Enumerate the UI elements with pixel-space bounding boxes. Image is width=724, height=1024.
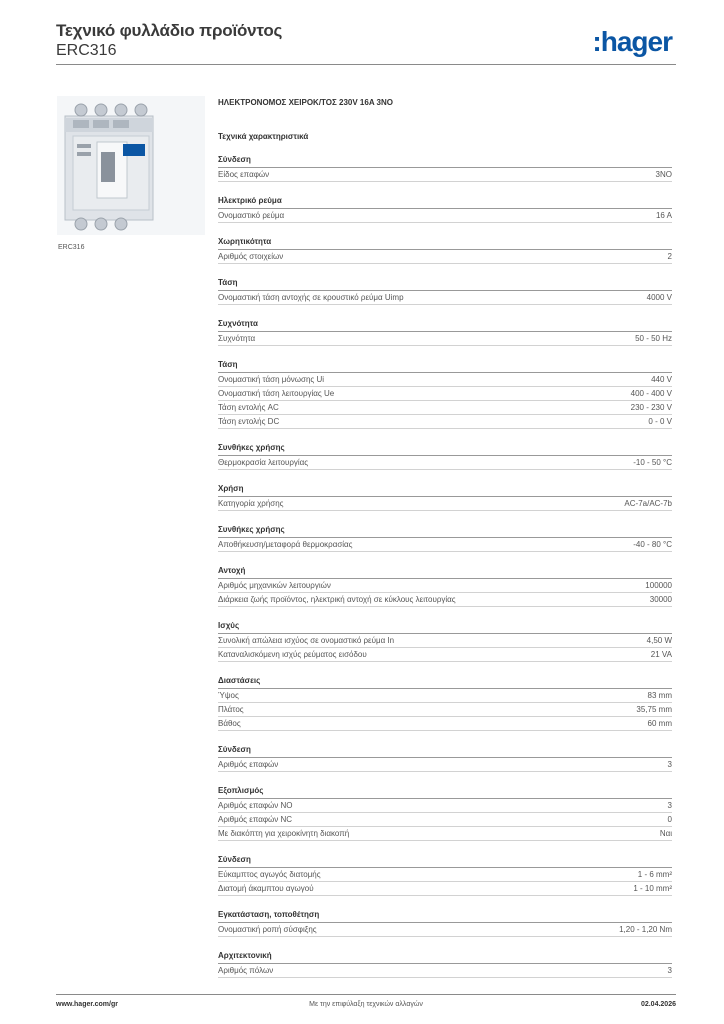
spec-value: 3 — [667, 801, 672, 810]
spec-value: 0 - 0 V — [648, 417, 672, 426]
spec-label: Ονομαστική τάση μόνωσης Ui — [218, 375, 325, 384]
image-caption: ERC316 — [58, 244, 85, 251]
spec-group — [218, 853, 672, 896]
spec-group — [218, 523, 672, 552]
spec-row — [218, 373, 672, 387]
spec-group-title: Αρχιτεκτονική — [218, 949, 672, 964]
spec-group — [218, 743, 672, 772]
spec-row — [218, 923, 672, 937]
spec-label: Πλάτος — [218, 705, 244, 714]
spec-group-title: Τάση — [218, 358, 672, 373]
document-title: Τεχνικό φυλλάδιο προϊόντος — [56, 21, 283, 40]
spec-label: Συχνότητα — [218, 334, 256, 343]
spec-value: 21 VA — [650, 650, 672, 659]
spec-value: 60 mm — [647, 719, 672, 728]
header-divider — [56, 64, 676, 65]
spec-label: Διατομή άκαμπτου αγωγού — [218, 884, 314, 893]
spec-group-title: Συνθήκες χρήσης — [218, 523, 672, 538]
spec-group-title: Συχνότητα — [218, 317, 672, 332]
spec-group — [218, 674, 672, 731]
spec-group — [218, 784, 672, 841]
website-link[interactable]: www.hager.com/gr — [56, 1001, 118, 1008]
spec-row — [218, 799, 672, 813]
spec-value: 3 — [667, 966, 672, 975]
product-image — [57, 96, 205, 235]
spec-row — [218, 538, 672, 552]
spec-label: Ονομαστική τάση λειτουργίας Ue — [218, 389, 335, 398]
spec-group — [218, 276, 672, 305]
spec-value: 100000 — [645, 581, 672, 590]
spec-value: 1,20 - 1,20 Nm — [619, 925, 672, 934]
spec-value: 4000 V — [646, 293, 672, 302]
spec-row — [218, 717, 672, 731]
spec-row — [218, 758, 672, 772]
spec-label: Αριθμός μηχανικών λειτουργιών — [218, 581, 331, 590]
spec-row — [218, 250, 672, 264]
spec-value: 440 V — [651, 375, 672, 384]
spec-label: Ονομαστικό ρεύμα — [218, 211, 285, 220]
spec-label: Αριθμός πόλων — [218, 966, 274, 975]
spec-label: Αριθμός επαφών NO — [218, 801, 293, 810]
spec-row — [218, 648, 672, 662]
spec-group-title: Ισχύς — [218, 619, 672, 634]
contactor-illustration — [57, 96, 205, 235]
spec-group — [218, 235, 672, 264]
spec-label: Συνολική απώλεια ισχύος σε ονομαστικό ρεύμα In — [218, 636, 395, 645]
spec-group-title: Τάση — [218, 276, 672, 291]
spec-row — [218, 168, 672, 182]
spec-value: 3NO — [655, 170, 672, 179]
spec-row — [218, 813, 672, 827]
hager-logo: :hager — [592, 26, 672, 57]
spec-row — [218, 497, 672, 511]
spec-value: -10 - 50 °C — [633, 458, 672, 467]
spec-group-title: Ηλεκτρικό ρεύμα — [218, 194, 672, 209]
spec-group — [218, 949, 672, 978]
spec-group-title: Αντοχή — [218, 564, 672, 579]
spec-group-title: Εξοπλισμός — [218, 784, 672, 799]
spec-row — [218, 634, 672, 648]
spec-value: 400 - 400 V — [630, 389, 672, 398]
spec-row — [218, 332, 672, 346]
spec-row — [218, 882, 672, 896]
spec-value: 16 A — [655, 211, 672, 220]
spec-row — [218, 401, 672, 415]
spec-row — [218, 415, 672, 429]
spec-row — [218, 964, 672, 978]
spec-row — [218, 827, 672, 841]
spec-label: Κατηγορία χρήσης — [218, 499, 284, 508]
spec-value: 83 mm — [647, 691, 672, 700]
spec-label: Εύκαμπτος αγωγός διατομής — [218, 870, 321, 879]
spec-value: 230 - 230 V — [630, 403, 672, 412]
print-date: 02.04.2026 — [640, 1001, 676, 1008]
spec-group — [218, 441, 672, 470]
spec-group — [218, 194, 672, 223]
spec-group — [218, 619, 672, 662]
spec-value: 1 - 6 mm² — [637, 870, 672, 879]
spec-group-title: Συνθήκες χρήσης — [218, 441, 672, 456]
spec-value: 2 — [667, 252, 672, 261]
spec-value: 3 — [667, 760, 672, 769]
spec-label: Αποθήκευση/μεταφορά θερμοκρασίας — [218, 540, 353, 549]
spec-row — [218, 703, 672, 717]
spec-group-title: Σύνδεση — [218, 743, 672, 758]
spec-row — [218, 387, 672, 401]
spec-group — [218, 482, 672, 511]
spec-label: Ύψος — [218, 691, 239, 700]
spec-value: 30000 — [649, 595, 672, 604]
spec-group-title: Χρήση — [218, 482, 672, 497]
spec-value: AC-7a/AC-7b — [624, 499, 672, 508]
spec-label: Αριθμός επαφών — [218, 760, 279, 769]
product-name: ΗΛΕΚΤΡΟΝΟΜΟΣ ΧΕΙΡΟΚ/ΤΟΣ 230V 16A 3NO — [218, 98, 393, 107]
spec-group-title: Εγκατάσταση, τοποθέτηση — [218, 908, 672, 923]
spec-value: 50 - 50 Hz — [635, 334, 672, 343]
spec-value: Ναι — [659, 829, 672, 838]
spec-label: Είδος επαφών — [218, 170, 270, 179]
spec-group — [218, 317, 672, 346]
spec-label: Ονομαστική τάση αντοχής σε κρουστικό ρεύμα Uimp — [218, 293, 404, 302]
spec-group-title: Σύνδεση — [218, 153, 672, 168]
spec-label: Τάση εντολής DC — [218, 417, 280, 426]
spec-label: Τάση εντολής AC — [218, 403, 279, 412]
spec-label: Με διακόπτη για χειροκίνητη διακοπή — [218, 829, 350, 838]
spec-content — [218, 97, 672, 978]
footer-notice: Με την επιφύλαξη τεχνικών αλλαγών — [309, 1001, 423, 1008]
spec-value: 35,75 mm — [636, 705, 672, 714]
section-title: Τεχνικά χαρακτηριστικά — [218, 132, 309, 141]
spec-row — [218, 291, 672, 305]
spec-label: Βάθος — [218, 719, 241, 728]
spec-group — [218, 564, 672, 607]
spec-row — [218, 689, 672, 703]
spec-row — [218, 593, 672, 607]
spec-label: Θερμοκρασία λειτουργίας — [218, 458, 309, 467]
spec-value: -40 - 80 °C — [633, 540, 672, 549]
spec-group — [218, 153, 672, 182]
spec-groups — [218, 153, 672, 978]
spec-group-title: Σύνδεση — [218, 853, 672, 868]
spec-value: 0 — [667, 815, 672, 824]
spec-group — [218, 908, 672, 937]
spec-row — [218, 456, 672, 470]
spec-value: 1 - 10 mm² — [633, 884, 672, 893]
spec-label: Διάρκεια ζωής προϊόντος, ηλεκτρική αντοχή σε κύκλους λειτουργίας — [218, 595, 456, 604]
spec-label: Ονομαστική ροπή σύσφιξης — [218, 925, 317, 934]
spec-row — [218, 579, 672, 593]
page-header — [56, 20, 676, 61]
spec-group — [218, 358, 672, 429]
page-footer — [56, 994, 676, 1008]
spec-group-title: Χωρητικότητα — [218, 235, 672, 250]
spec-label: Αριθμός επαφών NC — [218, 815, 293, 824]
spec-value: 4,50 W — [646, 636, 672, 645]
spec-label: Καταναλισκόμενη ισχύς ρεύματος εισόδου — [218, 650, 367, 659]
product-code: ERC316 — [56, 42, 117, 59]
spec-label: Αριθμός στοιχείων — [218, 252, 284, 261]
spec-group-title: Διαστάσεις — [218, 674, 672, 689]
spec-row — [218, 209, 672, 223]
spec-row — [218, 868, 672, 882]
